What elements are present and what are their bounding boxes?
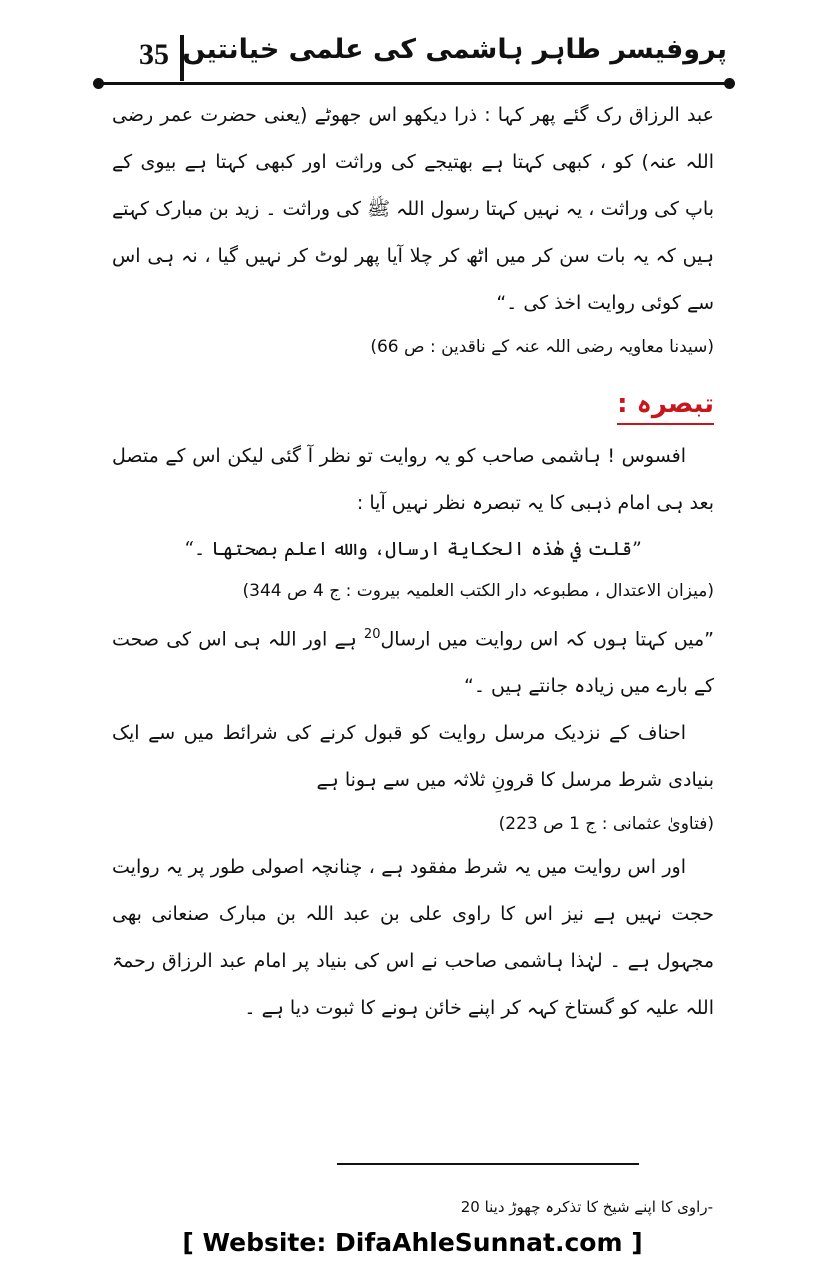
section-heading: تبصرہ : <box>617 385 714 425</box>
paragraph-1: عبد الرزاق رک گئے پھر کہا : ذرا دیکھو اس جھوٹے (یعنی حضرت عمر رضی اللہ عنہ) کو ، کبھی کہتا ہے بھتیجے کی وراثت اور کبھی کہتا ہے بیوی کے باپ کی وراثت ، یہ نہیں کہتا رسول اللہ ﷺ کی وراثت ۔ زید بن مبارک کہتے ہیں کہ یہ بات سن کر میں اٹھ کر چلا آیا پھر لوٹ کر نہیں گیا ، نہ ہی اس سے کوئی روایت اخذ کی ۔“ <box>112 104 714 314</box>
website-banner[interactable]: [ Website: DifaAhleSunnat.com ] <box>182 1228 643 1257</box>
paragraph-2: افسوس ! ہاشمی صاحب کو یہ روایت تو نظر آ گئی لیکن اس کے متصل بعد ہی امام ذہبی کا یہ تبصرہ نظر نہیں آیا : <box>112 445 714 514</box>
paragraph-3 <box>112 611 714 710</box>
paragraph-3-after: ہے اور اللہ ہی اس کی صحت کے بارے میں زیادہ جانتے ہیں ۔“ <box>112 628 714 698</box>
footnote-marker: 20 <box>363 627 381 642</box>
reference-1: (سیدنا معاویہ رضی اللہ عنہ کے ناقدین : ص 66) <box>370 337 714 357</box>
footnote <box>461 1198 713 1216</box>
header-rule-dot-left <box>93 78 104 89</box>
header-rule-dot-right <box>724 78 735 89</box>
reference-2: (میزان الاعتدال ، مطبوعہ دار الکتب العلمیہ بیروت : ج 4 ص 344) <box>242 581 714 601</box>
paragraph-4: احناف کے نزدیک مرسل روایت کو قبول کرنے کی شرائط میں سے ایک بنیادی شرط مرسل کا قرونِ ثلاثہ میں سے ہونا ہے <box>112 722 714 792</box>
arabic-quote: ”قلت في هٰذه الحكاية ارسال، والله اعلم بصحتها ۔“ <box>184 538 642 560</box>
footnote-rule <box>337 1163 639 1165</box>
header-rule <box>98 82 730 85</box>
main-content <box>112 92 714 1032</box>
reference-3: (فتاویٰ عثمانی : ج 1 ص 223) <box>498 814 714 835</box>
paragraph-3-before: ”میں کہتا ہوں کہ اس روایت میں ارسال <box>380 628 714 651</box>
footnote-number: 20 <box>460 1198 480 1216</box>
footnote-text: -راوی کا اپنے شیخ کا تذکرہ چھوڑ دینا <box>484 1198 713 1216</box>
page-title: پروفیسر طاہر ہاشمی کی علمی خیانتیں <box>182 34 727 65</box>
paragraph-5: اور اس روایت میں یہ شرط مفقود ہے ، چنانچہ اصولی طور پر یہ روایت حجت نہیں ہے نیز اس کا راوی علی بن عبد اللہ بن مبارک صنعانی بھی مجہول ہے ۔ لہٰذا ہاشمی صاحب نے اس کی بنیاد پر امام عبد الرزاق رحمۃ اللہ علیہ کو گستاخ کہہ کر اپنے خائن ہونے کا ثبوت دیا ہے ۔ <box>112 856 714 1020</box>
page-number: 35 <box>139 38 169 71</box>
